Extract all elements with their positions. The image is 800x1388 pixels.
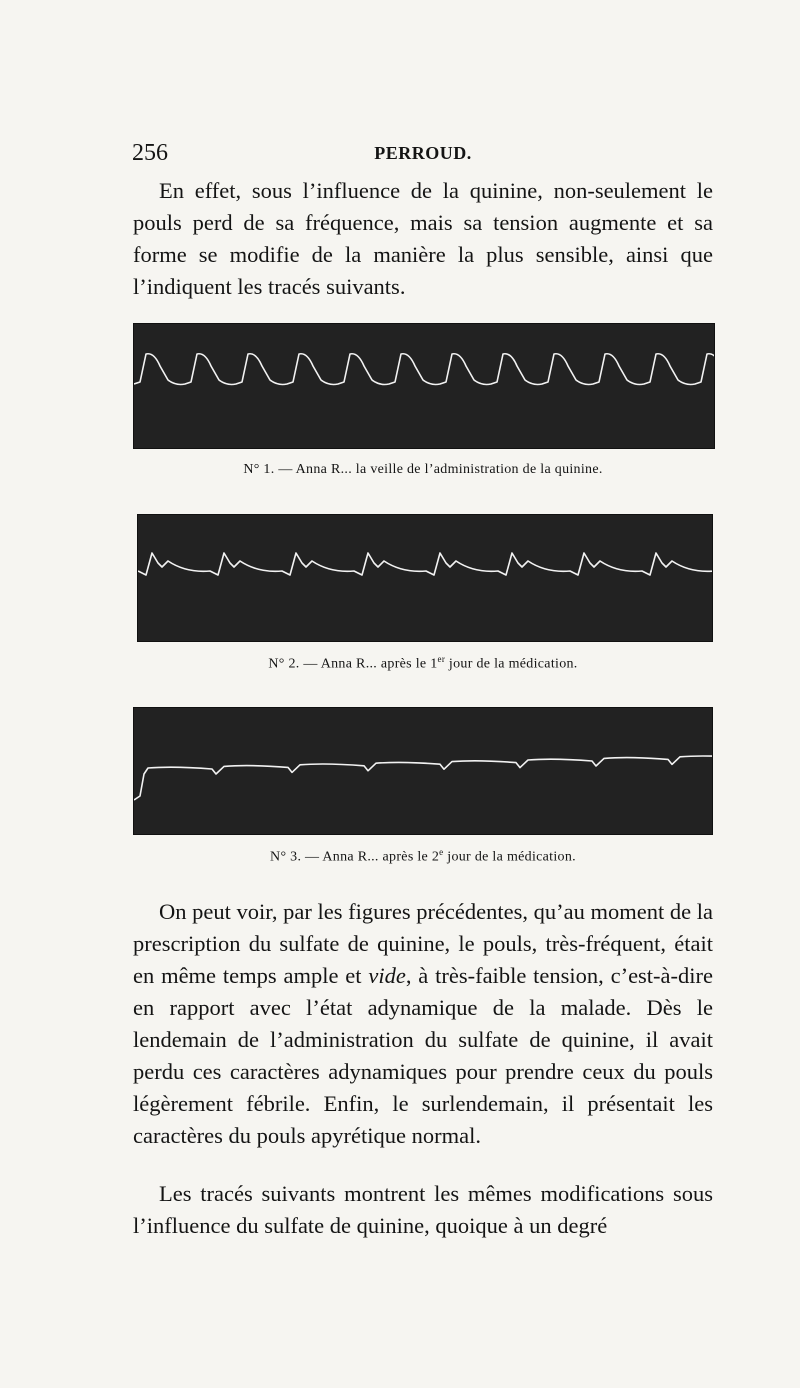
figure-1-caption: N° 1. — Anna R... la veille de l’administration de la quinine. [243,462,603,477]
figure-2-caption-text: N° 2. — Anna R... après le 1 [268,656,438,672]
pulse-trace-figure-2 [137,514,713,642]
paragraph-intro-text: En effet, sous l’influence de la quinine, non-seulement le pouls perd de sa fréquence, mais sa tension augmente et sa forme se modifie de la manière la plus sensible, ainsi que l’indiquent les tracés suivants. [133,178,713,299]
pulse-trace-3-line [134,756,712,800]
figure-3-caption-end: jour de la médication. [443,849,576,865]
figure-3-caption-text: N° 3. — Anna R... après le 2 [270,849,440,865]
figure-2-caption-sup: er [437,654,446,664]
paragraph-continuation [133,1178,713,1242]
page-number: 256 [132,140,168,166]
paragraph-discussion [133,896,713,1152]
pulse-trace-1-line [134,354,714,385]
figure-3-caption-sup: e [439,847,444,857]
figure-2-caption [133,654,713,673]
pulse-trace-1 [134,324,714,448]
pulse-trace-2 [138,515,712,641]
figure-3-caption [133,847,713,866]
paragraph-continuation-text: Les tracés suivants montrent les mêmes modifications sous l’influence du sulfate de quinine, quoique à un degré [133,1181,713,1238]
running-head: PERROUD. [374,143,472,163]
pulse-trace-figure-3 [133,707,713,835]
paragraph-discussion-text-end: , à très-faible tension, c’est-à-dire en rapport avec l’état adynamique de la malade. Dès le lendemain de l’administration du sulfate de quinine, il avait perdu ces caractères adynamiques pour prendre ceux du pouls légèrement fébrile. Enfin, le surlendemain, il présentait les caractères du pouls apyrétique normal. [133,963,714,1148]
paragraph-discussion-emphasis: vide [368,963,406,988]
paragraph-discussion-text: On peut voir, par les figures précédentes, qu’au moment de la prescription du sulfate de quinine, le pouls, très-fréquent, était en même temps ample et [133,899,713,988]
pulse-trace-2-line [138,553,712,575]
figure-2-caption-end: jour de la médication. [445,656,578,672]
paragraph-intro [133,175,713,303]
page-header [132,140,714,172]
pulse-trace-figure-1 [133,323,715,449]
pulse-trace-3 [134,708,712,834]
